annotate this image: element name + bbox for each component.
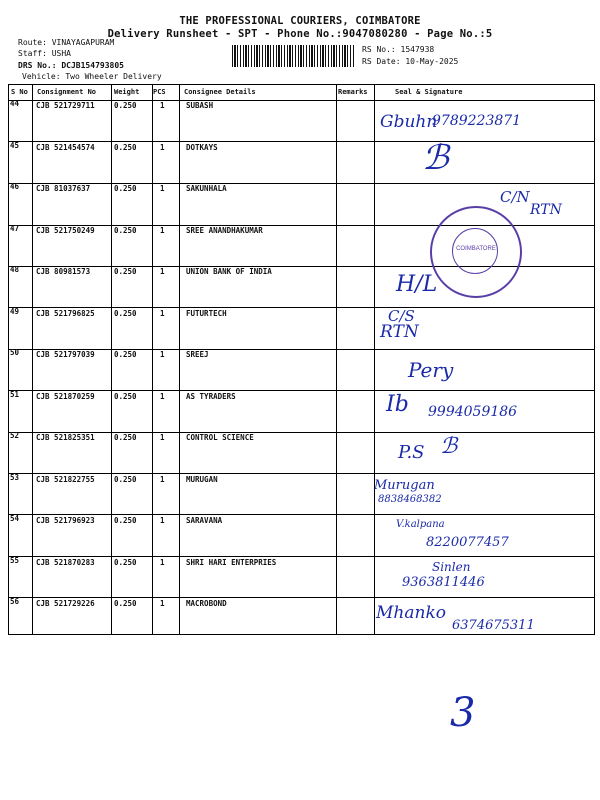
row-weight: 0.250 xyxy=(114,309,137,318)
row-pcs: 1 xyxy=(160,599,165,608)
row-pcs: 1 xyxy=(160,226,165,235)
row-consignment-no: CJB 521797039 xyxy=(36,350,95,359)
row-consignment-no: CJB 521870283 xyxy=(36,558,95,567)
signature-55: Sinlen xyxy=(432,560,471,574)
row-weight: 0.250 xyxy=(114,267,137,276)
row-consignee: SREEJ xyxy=(186,350,209,359)
signature-45: ℬ xyxy=(422,138,449,178)
handwritten-page-mark: 3 xyxy=(450,690,476,736)
row-weight: 0.250 xyxy=(114,392,137,401)
staff-label: Staff: USHA xyxy=(18,49,71,58)
row-consignment-no: CJB 521750249 xyxy=(36,226,95,235)
route-label: Route: VINAYAGAPURAM xyxy=(18,38,115,47)
handwritten-phone-51: 9994059186 xyxy=(428,404,518,420)
row-consignment-no: CJB 521870259 xyxy=(36,392,95,401)
handwritten-ps: P.S xyxy=(398,442,425,463)
row-consignment-no: CJB 521729711 xyxy=(36,101,95,110)
row-pcs: 1 xyxy=(160,558,165,567)
row-consignment-no: CJB 521796923 xyxy=(36,516,95,525)
rs-date-label: RS Date: 10-May-2025 xyxy=(362,57,459,66)
row-pcs: 1 xyxy=(160,475,165,484)
row-weight: 0.250 xyxy=(114,350,137,359)
row-weight: 0.250 xyxy=(114,143,137,152)
row-sno: 46 xyxy=(10,182,20,191)
handwritten-phone-44: 9789223871 xyxy=(432,113,522,129)
handwritten-cn: C/N xyxy=(500,188,530,206)
row-weight: 0.250 xyxy=(114,184,137,193)
row-consignee: MACROBOND xyxy=(186,599,227,608)
row-weight: 0.250 xyxy=(114,226,137,235)
row-sno: 50 xyxy=(10,348,20,357)
row-pcs: 1 xyxy=(160,516,165,525)
rs-no-label: RS No.: 1547938 xyxy=(362,45,435,54)
delivery-stamp: COIMBATORE xyxy=(430,206,522,298)
row-sno: 53 xyxy=(10,473,20,482)
signature-51: Ib xyxy=(386,392,409,417)
row-sno: 48 xyxy=(10,265,20,274)
row-consignee: AS TYRADERS xyxy=(186,392,236,401)
row-sno: 44 xyxy=(10,99,20,108)
row-weight: 0.250 xyxy=(114,516,137,525)
row-pcs: 1 xyxy=(160,350,165,359)
col-header-weight: Weight xyxy=(114,88,140,96)
row-consignee: SARAVANA xyxy=(186,516,223,525)
col-header-seal: Seal & Signature xyxy=(395,88,463,96)
row-consignee: SUBASH xyxy=(186,101,214,110)
row-pcs: 1 xyxy=(160,433,165,442)
col-header-pcs: PCS xyxy=(153,88,166,96)
row-sno: 47 xyxy=(10,224,20,233)
row-consignee: SAKUNHALA xyxy=(186,184,227,193)
row-sno: 56 xyxy=(10,597,20,606)
vehicle-label: Vehicle: Two Wheeler Delivery xyxy=(22,72,162,81)
col-header-sno: S No xyxy=(11,88,28,96)
row-consignee: CONTROL SCIENCE xyxy=(186,433,254,442)
col-header-consignee: Consignee Details xyxy=(184,88,256,96)
handwritten-phone-53: 8838468382 xyxy=(378,494,442,505)
row-pcs: 1 xyxy=(160,267,165,276)
row-pcs: 1 xyxy=(160,143,165,152)
signature-50: Pery xyxy=(408,358,454,382)
row-weight: 0.250 xyxy=(114,433,137,442)
row-consignee: DOTKAYS xyxy=(186,143,218,152)
row-consignee: SHRI HARI ENTERPRIES xyxy=(186,558,277,567)
row-consignment-no: CJB 80981573 xyxy=(36,267,91,276)
row-consignment-no: CJB 521822755 xyxy=(36,475,95,484)
row-weight: 0.250 xyxy=(114,475,137,484)
handwritten-phone-55: 9363811446 xyxy=(402,575,485,590)
row-consignee: FUTURTECH xyxy=(186,309,227,318)
drs-label: DRS No.: DCJB154793805 xyxy=(18,61,124,70)
handwritten-name-56: Mhanko xyxy=(376,603,446,623)
company-title: THE PROFESSIONAL COURIERS, COIMBATORE xyxy=(179,15,421,27)
handwritten-phone-56: 6374675311 xyxy=(452,618,535,633)
row-consignee: MURUGAN xyxy=(186,475,218,484)
row-consignment-no: CJB 521729226 xyxy=(36,599,95,608)
row-sno: 52 xyxy=(10,431,20,440)
signature-53: Murugan xyxy=(374,478,435,493)
row-sno: 54 xyxy=(10,514,20,523)
row-pcs: 1 xyxy=(160,184,165,193)
handwritten-rtn: RTN xyxy=(530,202,562,218)
handwritten-name-54: V.kalpana xyxy=(396,519,445,530)
row-pcs: 1 xyxy=(160,101,165,110)
signature-52: ℬ xyxy=(440,434,458,459)
row-consignment-no: CJB 521454574 xyxy=(36,143,95,152)
row-weight: 0.250 xyxy=(114,558,137,567)
row-consignment-no: CJB 81037637 xyxy=(36,184,91,193)
row-pcs: 1 xyxy=(160,392,165,401)
row-sno: 55 xyxy=(10,556,20,565)
row-weight: 0.250 xyxy=(114,101,137,110)
row-pcs: 1 xyxy=(160,309,165,318)
handwritten-hl: H/L xyxy=(396,272,438,297)
col-header-consignment: Consignment No xyxy=(37,88,97,96)
row-consignee: UNION BANK OF INDIA xyxy=(186,267,272,276)
handwritten-rtn-49: RTN xyxy=(380,322,419,342)
row-consignment-no: CJB 521796825 xyxy=(36,309,95,318)
runsheet-table xyxy=(8,84,595,635)
signature-44: Gbuhn xyxy=(380,112,438,132)
runsheet-subtitle: Delivery Runsheet - SPT - Phone No.:9047080280 - Page No.:5 xyxy=(107,28,493,40)
row-sno: 51 xyxy=(10,390,20,399)
col-header-remarks: Remarks xyxy=(338,88,368,96)
row-consignment-no: CJB 521825351 xyxy=(36,433,95,442)
row-weight: 0.250 xyxy=(114,599,137,608)
row-sno: 45 xyxy=(10,141,20,150)
row-consignee: SREE ANANDHAKUMAR xyxy=(186,226,263,235)
handwritten-cs: C/S xyxy=(388,307,415,325)
row-sno: 49 xyxy=(10,307,20,316)
barcode xyxy=(232,45,354,67)
handwritten-phone-54: 8220077457 xyxy=(426,535,509,550)
